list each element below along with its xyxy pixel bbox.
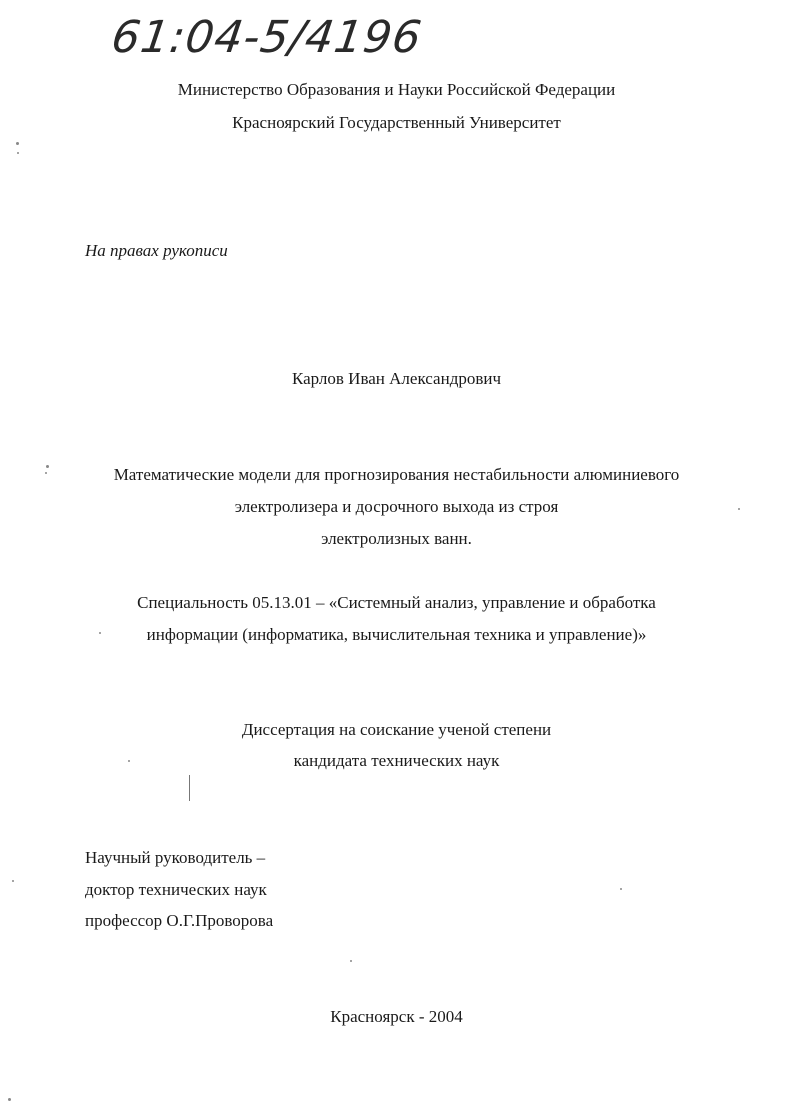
scan-speck: [128, 760, 130, 762]
scan-speck: [17, 152, 19, 154]
dissertation-title-line-1: Математические модели для прогнозирования нестабильности алюминиевого: [113, 465, 680, 484]
specialty-line-1: Специальность 05.13.01 – «Системный анализ, управление и обработка: [137, 593, 656, 612]
dissertation-title-line-2: электролизера и досрочного выхода из строя: [234, 497, 559, 516]
scan-speck: [16, 142, 19, 145]
scan-speck: [46, 465, 49, 468]
scan-speck: [350, 960, 352, 962]
scan-speck: [738, 508, 740, 510]
scan-speck: [99, 632, 101, 634]
scan-mark: [189, 775, 190, 801]
specialty-line-2: информации (информатика, вычислительная техника и управление)»: [146, 625, 647, 644]
degree-line-1: Диссертация на соискание ученой степени: [241, 720, 552, 739]
supervisor-line-1: Научный руководитель –: [85, 848, 266, 867]
supervisor-line-3: профессор О.Г.Проворова: [85, 911, 274, 930]
scan-speck: [12, 880, 14, 882]
supervisor-line-2: доктор технических наук: [85, 880, 267, 899]
scan-speck: [45, 472, 47, 474]
scan-speck: [8, 1098, 11, 1101]
manuscript-note: На правах рукописи: [85, 241, 228, 260]
ministry-name: Министерство Образования и Науки Российской Федерации: [177, 80, 616, 99]
degree-line-2: кандидата технических наук: [293, 751, 500, 770]
scan-speck: [620, 888, 622, 890]
handwritten-archive-number: 61:04-5/4196: [108, 12, 426, 63]
author-name: Карлов Иван Александрович: [291, 369, 502, 388]
university-name: Красноярский Государственный Университет: [232, 113, 561, 132]
place-and-year: Красноярск - 2004: [330, 1007, 463, 1026]
dissertation-title-line-3: электролизных ванн.: [321, 529, 472, 548]
